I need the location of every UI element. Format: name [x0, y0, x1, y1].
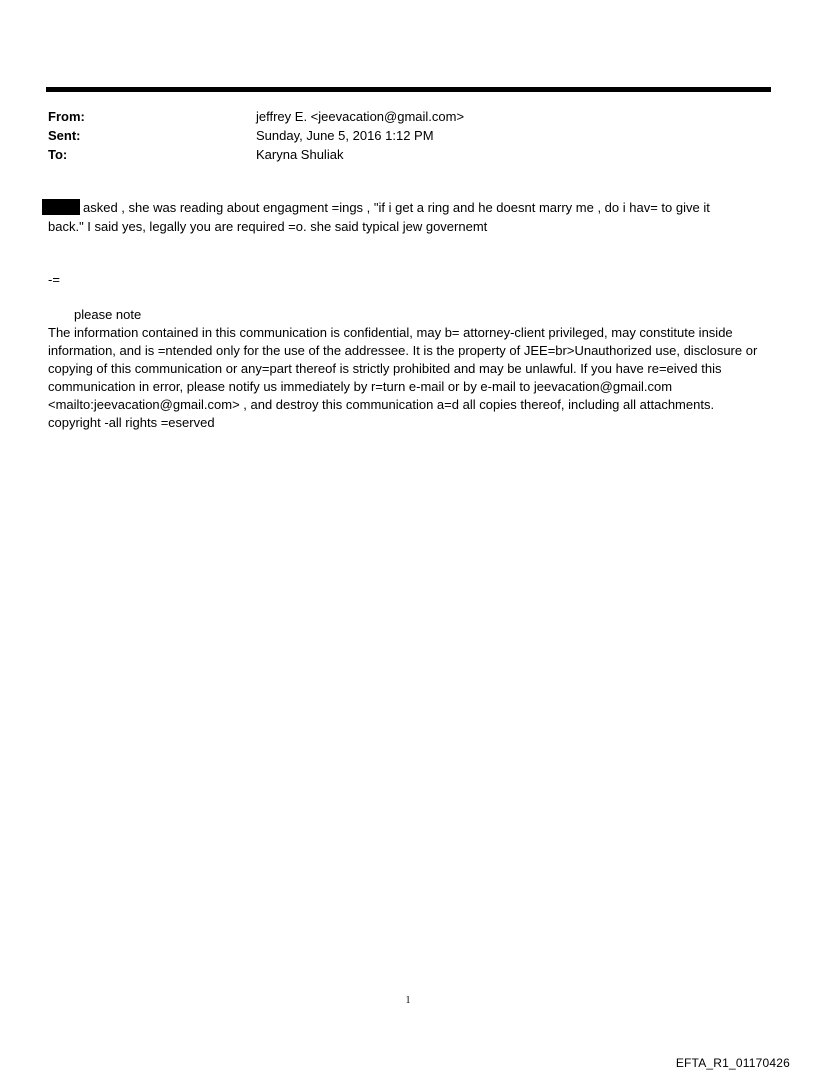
page-number: 1 [405, 995, 411, 1006]
sent-label: Sent: [48, 128, 81, 143]
to-label: To: [48, 147, 68, 162]
to-row [48, 146, 464, 165]
disclaimer-text: The information contained in this communication is confidential, may b= attorney-client privileged, may constitute inside information, and is =ntended only for the use of the addressee. It is the property of JEE=br>Unauthorized use, disclosure or copying of this communication or any=part thereof is strictly prohibited and may be unlawful. If you have re=eived this communication in error, please notify us immediately by r=turn e-mail or by e-mail to jeevacation@gmail.com <mailto:jeevacation@gmail.com> , and destroy this communication a=d all copies thereof, including all attachments. copyright -all rights =eserved [48, 325, 758, 430]
bates-number: EFTA_R1_01170426 [675, 1056, 790, 1070]
redaction-box [42, 199, 80, 215]
sent-row [48, 127, 464, 146]
from-row [48, 108, 464, 127]
to-value: Karyna Shuliak [256, 147, 344, 162]
body-line-2: back." I said yes, legally you are required =o. she said typical jew governemt [48, 219, 488, 234]
disclaimer-title: please note [74, 307, 142, 322]
from-label: From: [48, 109, 85, 124]
sent-value: Sunday, June 5, 2016 1:12 PM [256, 128, 434, 143]
signature-marker: -= [48, 272, 60, 287]
body-line-1-text: asked , she was reading about engagment =ings , "if i get a ring and he doesnt marry me , do i hav= to give it [83, 200, 710, 215]
from-value: jeffrey E. <jeevacation@gmail.com> [256, 109, 465, 124]
email-header [48, 108, 464, 165]
email-body [48, 198, 760, 236]
disclaimer-block [48, 306, 760, 432]
header-divider-rule [46, 87, 771, 92]
body-line-1 [48, 198, 760, 217]
